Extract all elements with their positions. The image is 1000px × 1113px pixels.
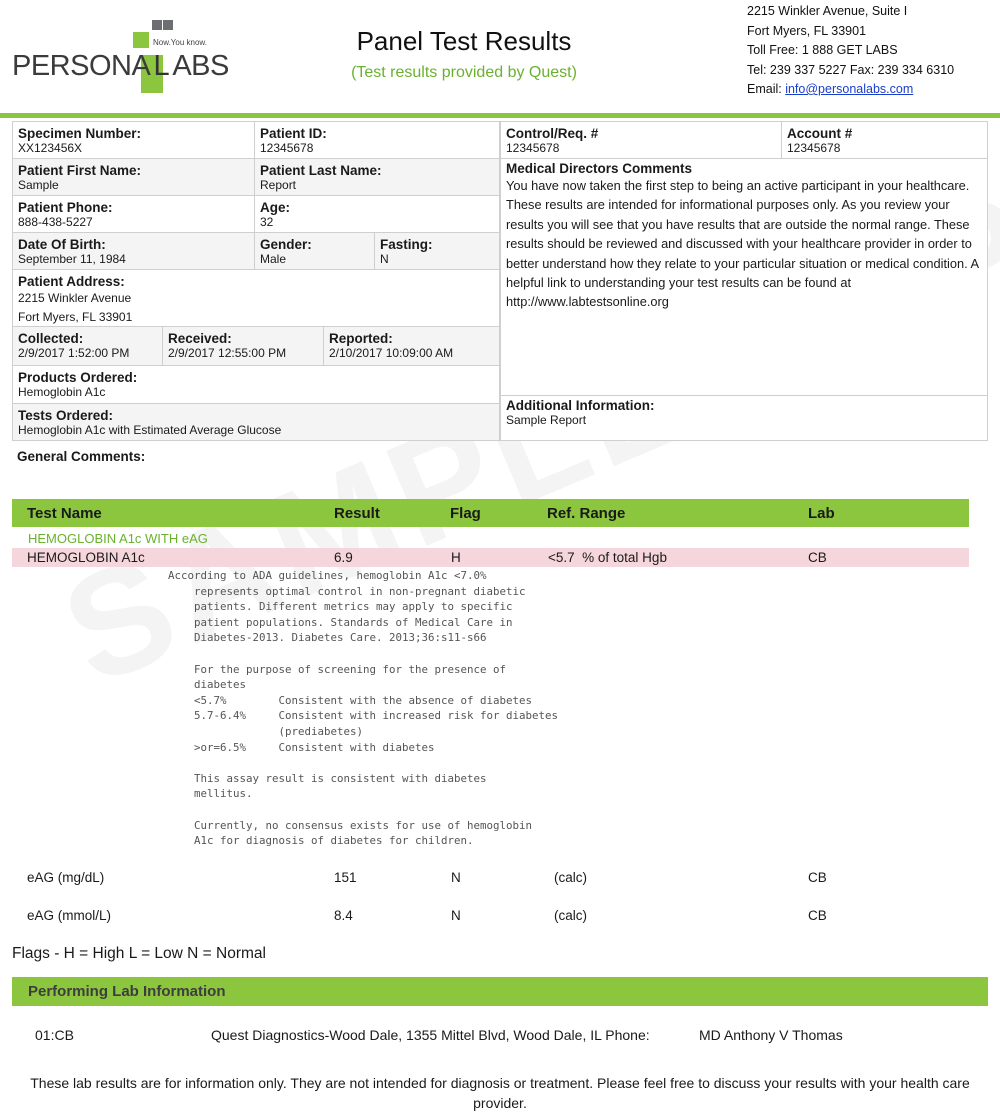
collected-label: Collected: (18, 331, 84, 346)
received-cell (162, 326, 324, 366)
gender-label: Gender: (260, 237, 312, 252)
address-line2: Fort Myers, FL 33901 (18, 310, 133, 324)
general-comments-label: General Comments: (17, 449, 146, 464)
contact-toll-free: Toll Free: 1 888 GET LABS (747, 43, 898, 57)
age-cell (254, 195, 500, 233)
footer-disclaimer: These lab results are for information only. They are not intended for diagnosis or treatment. Please feel free to discuss your results with your health care provider. (30, 1075, 970, 1111)
row-lab: CB (808, 908, 827, 923)
phone-label: Patient Phone: (18, 200, 113, 215)
tests-ordered-label: Tests Ordered: (18, 408, 114, 423)
row-ref-range: (calc) (554, 870, 587, 885)
row-flag: H (451, 550, 461, 565)
row-ref-range: <5.7 % of total Hgb (548, 550, 667, 565)
collected-value: 2/9/2017 1:52:00 PM (18, 346, 130, 360)
account-label: Account # (787, 126, 853, 141)
received-label: Received: (168, 331, 232, 346)
lab-contact-info (747, 2, 954, 100)
gender-cell (254, 232, 375, 270)
col-lab: Lab (808, 505, 835, 522)
page-subtitle: (Test results provided by Quest) (351, 64, 577, 81)
phone-cell (12, 195, 255, 233)
products-ordered-label: Products Ordered: (18, 370, 138, 385)
fasting-cell (374, 232, 500, 270)
row-ref-range: (calc) (554, 908, 587, 923)
row-flag: N (451, 908, 461, 923)
last-name-cell (254, 158, 500, 196)
result-note: According to ADA guidelines, hemoglobin A1c <7.0% represents optimal control in non-pregnant diabetic patients. Different metrics may apply to specific patient populations. Standards of Medical Care in Diabetes-2013. Diabetes Care. 2013;36:s11-s66 For the purpose of screening for the presence of diabetes <5.7% Consistent with the absence of diabetes 5.7-6.4% Consistent with increased risk for diabetes (prediabetes) >or=6.5% Consistent with diabetes This assay result is consistent with diabetes mellitus. Currently, no consensus exists for use of hemoglobin A1c for diagnosis of diabetes for children. (168, 569, 559, 848)
logo-square (152, 20, 162, 30)
dob-label: Date Of Birth: (18, 237, 106, 252)
col-flag: Flag (450, 505, 481, 522)
reported-cell (323, 326, 500, 366)
received-value: 2/9/2017 12:55:00 PM (168, 346, 287, 360)
dob-cell (12, 232, 255, 270)
performing-lab-code: 01:CB (35, 1027, 74, 1043)
specimen-number-value: XX123456X (18, 141, 83, 155)
additional-information-cell (500, 395, 988, 441)
tests-ordered-cell (12, 403, 500, 441)
row-test-name: HEMOGLOBIN A1c (27, 550, 145, 565)
products-ordered-cell (12, 365, 500, 404)
specimen-number-cell (12, 121, 255, 159)
email-label: Email: (747, 82, 786, 96)
logo-tagline: Now.You know. (153, 38, 207, 47)
medical-directors-comments-text: You have now taken the first step to being an active participant in your healthcare. These results are intended for informational purposes only. As you review your results you will see that you have results that are outside the normal range. These results should be reviewed and discussed with your healthcare provider in order to better understand how they relate to your particular situation or medical condition. A helpful link to understanding your test results can be found at http://www.labtestsonline.org (506, 178, 979, 310)
first-name-cell (12, 158, 255, 196)
performing-lab-address: Quest Diagnostics-Wood Dale, 1355 Mittel Blvd, Wood Dale, IL Phone: (211, 1027, 650, 1043)
last-name-value: Report (260, 178, 297, 192)
reported-value: 2/10/2017 10:09:00 AM (329, 346, 454, 360)
account-value: 12345678 (787, 141, 841, 155)
personalabs-logo[interactable] (12, 18, 232, 88)
contact-email-row (747, 80, 954, 100)
row-test-name: eAG (mmol/L) (27, 908, 112, 923)
col-ref-range: Ref. Range (547, 505, 626, 522)
age-value: 32 (260, 215, 274, 229)
row-lab: CB (808, 870, 827, 885)
address-line1: 2215 Winkler Avenue (18, 291, 132, 305)
email-link[interactable]: info@personalabs.com (785, 82, 914, 96)
contact-address-line2: Fort Myers, FL 33901 (747, 23, 867, 38)
row-result: 8.4 (334, 908, 353, 923)
logo-wordmark: PERSONA L ABS (12, 50, 229, 82)
additional-information-value: Sample Report (506, 413, 587, 427)
performing-lab-director: MD Anthony V Thomas (699, 1027, 843, 1043)
medical-directors-comments-cell (500, 158, 988, 396)
contact-tel-fax: Tel: 239 337 5227 Fax: 239 334 6310 (747, 62, 955, 77)
header-divider (0, 113, 1000, 118)
specimen-number-label: Specimen Number: (18, 126, 142, 141)
dob-value: September 11, 1984 (18, 252, 126, 266)
additional-information-label: Additional Information: (506, 398, 655, 413)
patient-id-cell (254, 121, 500, 159)
col-result: Result (334, 505, 380, 522)
results-table-header (12, 499, 969, 527)
control-req-value: 12345678 (506, 141, 560, 155)
page-title: Panel Test Results (356, 26, 572, 56)
age-label: Age: (260, 200, 290, 215)
products-ordered-value: Hemoglobin A1c (18, 385, 106, 399)
first-name-value: Sample (18, 178, 59, 192)
control-req-label: Control/Req. # (506, 126, 599, 141)
gender-value: Male (260, 252, 287, 266)
performing-lab-title: Performing Lab Information (28, 983, 226, 1000)
account-cell (781, 121, 988, 159)
performing-lab-header (12, 977, 988, 1006)
flags-legend: Flags - H = High L = Low N = Normal (12, 945, 266, 962)
row-result: 151 (334, 870, 357, 885)
row-test-name: eAG (mg/dL) (27, 870, 105, 885)
logo-square (163, 20, 173, 30)
patient-id-label: Patient ID: (260, 126, 327, 141)
row-result: 6.9 (334, 550, 353, 565)
row-lab: CB (808, 550, 827, 565)
collected-cell (12, 326, 163, 366)
logo-figure-icon (133, 32, 149, 48)
patient-id-value: 12345678 (260, 141, 314, 155)
col-test-name: Test Name (27, 505, 102, 522)
contact-address-line1: 2215 Winkler Avenue, Suite I (747, 4, 908, 18)
phone-value: 888-438-5227 (18, 215, 93, 229)
address-cell (12, 269, 500, 327)
row-flag: N (451, 870, 461, 885)
fasting-value: N (380, 252, 389, 266)
fasting-label: Fasting: (380, 237, 433, 252)
address-label: Patient Address: (18, 274, 125, 289)
last-name-label: Patient Last Name: (260, 163, 382, 178)
control-req-cell (500, 121, 782, 159)
tests-ordered-value: Hemoglobin A1c with Estimated Average Glucose (18, 423, 282, 437)
reported-label: Reported: (329, 331, 393, 346)
first-name-label: Patient First Name: (18, 163, 142, 178)
panel-name: HEMOGLOBIN A1c WITH eAG (28, 531, 208, 546)
medical-directors-comments-label: Medical Directors Comments (506, 161, 693, 176)
